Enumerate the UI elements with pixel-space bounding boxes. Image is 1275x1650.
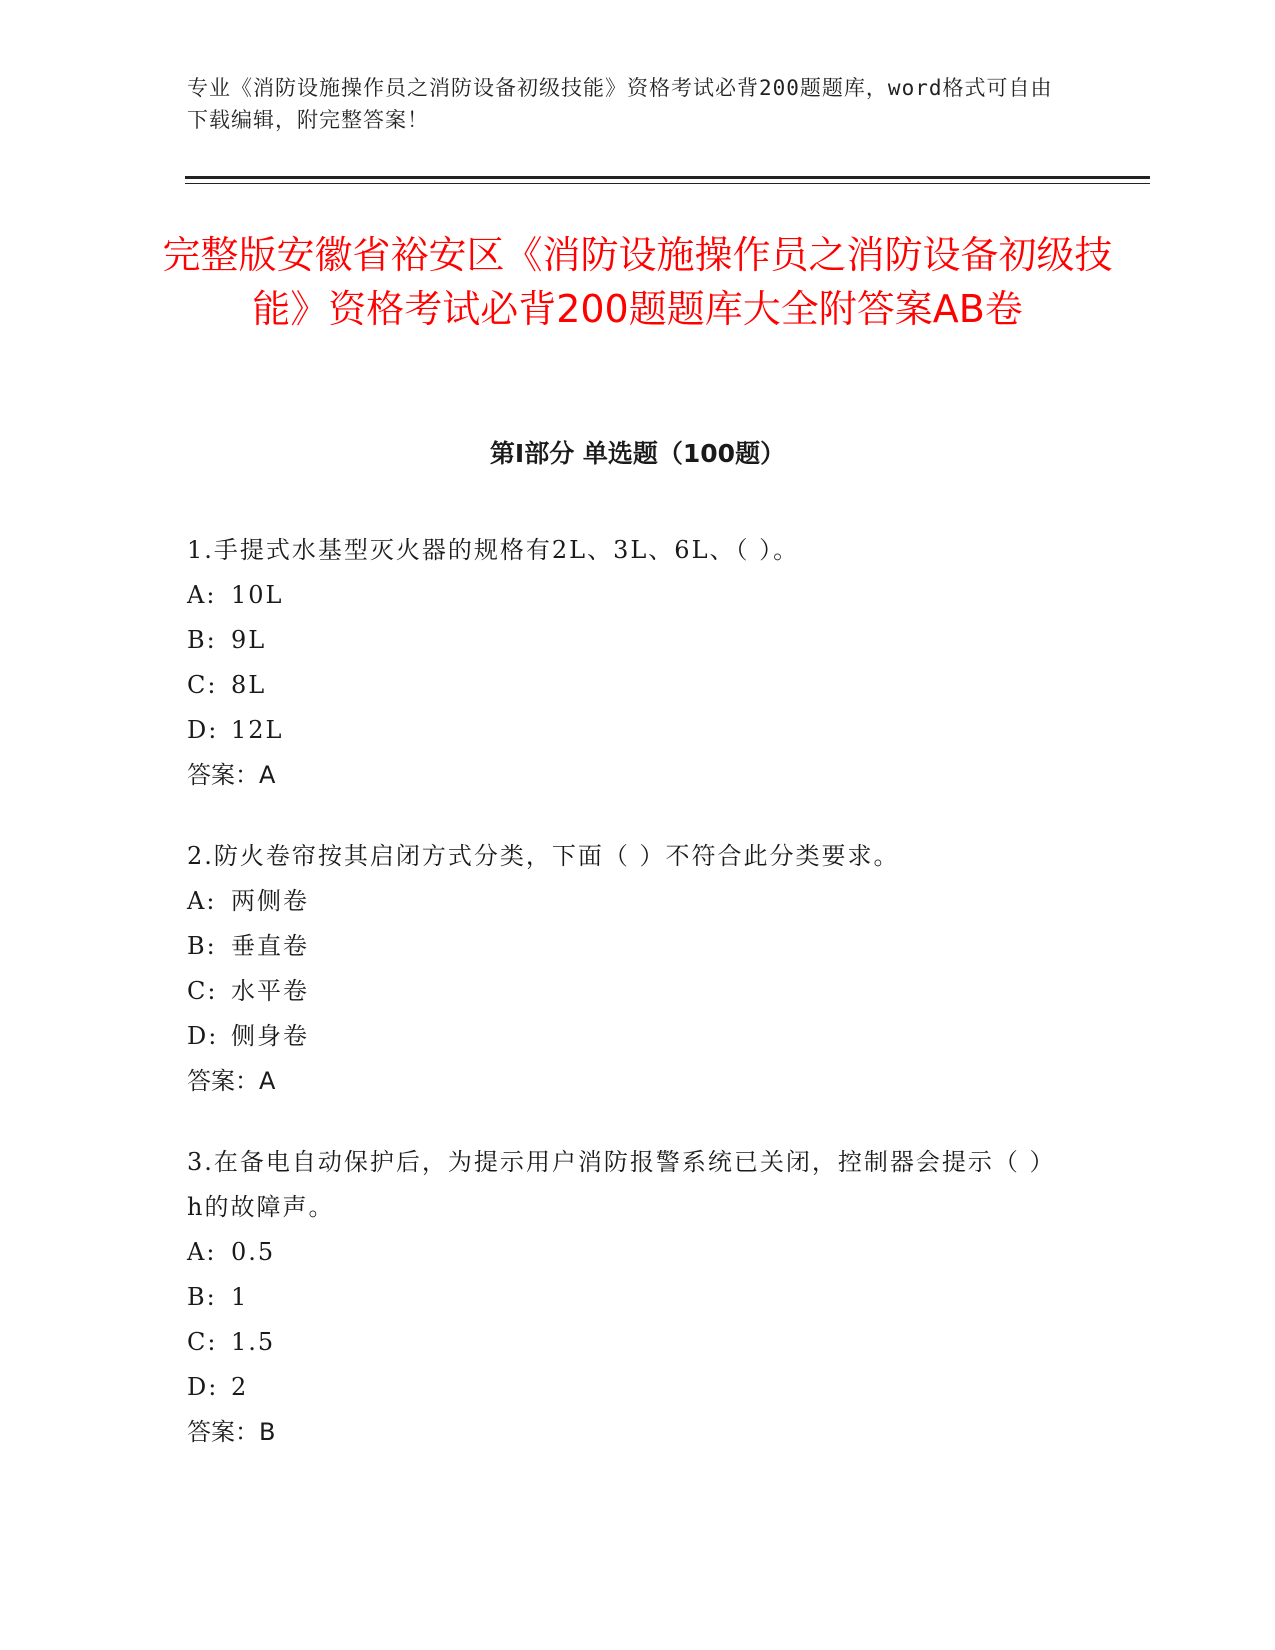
option-key: D: (187, 1022, 219, 1050)
option-d (187, 708, 1067, 753)
question-3 (187, 1140, 1067, 1455)
document-title: 完整版安徽省裕安区《消防设施操作员之消防设备初级技能》资格考试必背200题题库大全附答案AB卷 (162, 233, 1113, 331)
option-text: 垂直卷 (231, 932, 309, 960)
answer-line: 答案：A (187, 761, 276, 789)
option-text: 水平卷 (231, 977, 309, 1005)
question-list (187, 528, 1067, 1491)
option-text: 1.5 (231, 1328, 276, 1356)
option-key: B: (187, 626, 217, 654)
option-text: 9L (231, 626, 267, 654)
section-heading: 第I部分 单选题（100题） (489, 439, 786, 468)
option-a (187, 879, 1067, 924)
option-text: 2 (231, 1373, 249, 1401)
question-stem: 3.在备电自动保护后，为提示用户消防报警系统已关闭，控制器会提示（ ）h的故障声。 (187, 1148, 1056, 1221)
header-note: 专业《消防设施操作员之消防设备初级技能》资格考试必背200题题库，word格式可自由下载编辑，附完整答案！ (187, 76, 1053, 132)
option-c (187, 969, 1067, 1014)
option-a (187, 1230, 1067, 1275)
option-key: A: (187, 581, 217, 609)
option-key: A: (187, 1238, 217, 1266)
question-stem: 2.防火卷帘按其启闭方式分类，下面（ ）不符合此分类要求。 (187, 842, 900, 870)
option-text: 两侧卷 (231, 887, 309, 915)
header-divider-thin (185, 183, 1150, 184)
answer-line: 答案：B (187, 1418, 276, 1446)
option-text: 0.5 (231, 1238, 276, 1266)
option-key: D: (187, 716, 219, 744)
option-text: 10L (231, 581, 284, 609)
option-key: C: (187, 1328, 218, 1356)
question-2 (187, 834, 1067, 1104)
option-b (187, 924, 1067, 969)
option-key: A: (187, 887, 217, 915)
option-d (187, 1365, 1067, 1410)
option-key: C: (187, 671, 218, 699)
option-d (187, 1014, 1067, 1059)
option-key: B: (187, 932, 217, 960)
option-c (187, 663, 1067, 708)
option-text: 1 (231, 1283, 249, 1311)
option-b (187, 618, 1067, 663)
option-a (187, 573, 1067, 618)
question-1 (187, 528, 1067, 798)
option-key: D: (187, 1373, 219, 1401)
option-b (187, 1275, 1067, 1320)
question-stem: 1.手提式水基型灭火器的规格有2L、3L、6L、（ ）。 (187, 536, 800, 564)
option-text: 12L (231, 716, 284, 744)
option-c (187, 1320, 1067, 1365)
option-text: 8L (231, 671, 267, 699)
option-text: 侧身卷 (231, 1022, 309, 1050)
header-divider-thick (185, 176, 1150, 179)
option-key: B: (187, 1283, 217, 1311)
option-key: C: (187, 977, 218, 1005)
answer-line: 答案：A (187, 1067, 276, 1095)
